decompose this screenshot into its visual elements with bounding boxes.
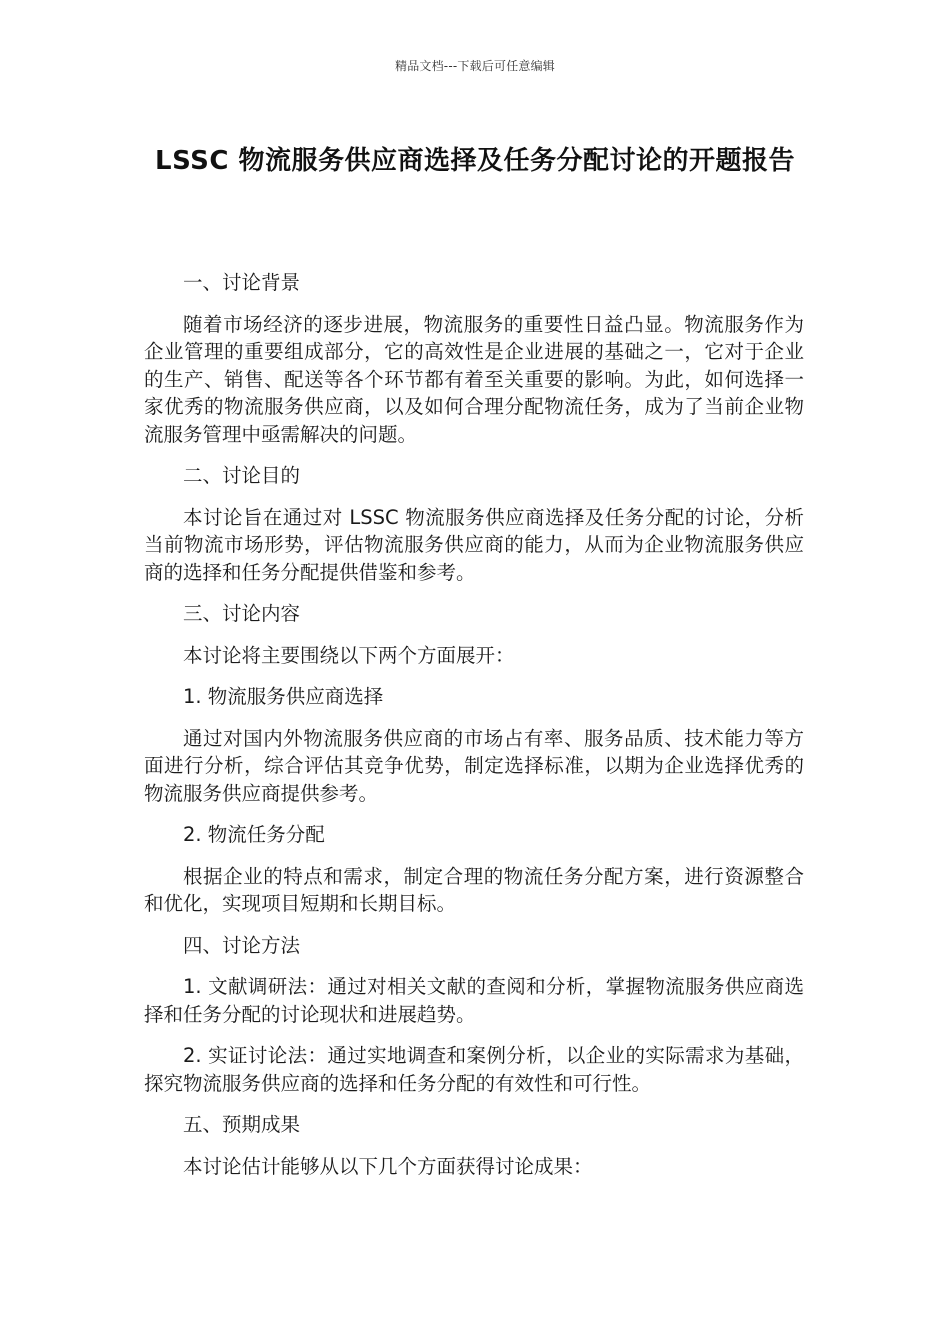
section-heading-background: 一、讨论背景 — [183, 271, 301, 294]
section-heading-expected-results: 五、预期成果 — [183, 1113, 301, 1136]
paragraph-purpose: 本讨论旨在通过对 LSSC 物流服务供应商选择及任务分配的讨论，分析当前物流市场形势，评估物流服务供应商的能力，从而为企业物流服务供应商的选择和任务分配提供借鉴和参考。 — [144, 505, 804, 584]
paragraph-method-literature: 1. 文献调研法：通过对相关文献的查阅和分析，掌握物流服务供应商选择和任务分配的讨论现状和进展趋势。 — [144, 975, 804, 1026]
header-note: 精品文档---下载后可任意编辑 — [395, 59, 555, 73]
paragraph-expected-results: 本讨论估计能够从以下几个方面获得讨论成果： — [183, 1154, 593, 1178]
subheading-task-allocation: 2. 物流任务分配 — [183, 823, 325, 846]
paragraph-supplier-selection: 通过对国内外物流服务供应商的市场占有率、服务品质、技术能力等方面进行分析，综合评估其竞争优势，制定选择标准，以期为企业选择优秀的物流服务供应商提供参考。 — [144, 726, 804, 805]
section-heading-content: 三、讨论内容 — [183, 602, 301, 625]
section-heading-methods: 四、讨论方法 — [183, 933, 301, 957]
subheading-supplier-selection: 1. 物流服务供应商选择 — [183, 685, 384, 708]
paragraph-task-allocation: 根据企业的特点和需求，制定合理的物流任务分配方案，进行资源整合和优化，实现项目短期和长期目标。 — [144, 864, 804, 915]
paragraph-method-empirical: 2. 实证讨论法：通过实地调查和案例分析，以企业的实际需求为基础，探究物流服务供应商的选择和任务分配的有效性和可行性。 — [144, 1044, 804, 1095]
document-title: LSSC 物流服务供应商选择及任务分配讨论的开题报告 — [155, 146, 795, 176]
document-body — [144, 269, 804, 1194]
paragraph-background: 随着市场经济的逐步进展，物流服务的重要性日益凸显。物流服务作为企业管理的重要组成部分，它的高效性是企业进展的基础之一，它对于企业的生产、销售、配送等各个环节都有着至关重要的影响。为此，如何选择一家优秀的物流服务供应商，以及如何合理分配物流任务，成为了当前企业物流服务管理中亟需解决的问题。 — [144, 312, 804, 446]
paragraph-content-intro: 本讨论将主要围绕以下两个方面展开： — [183, 643, 515, 667]
section-heading-purpose: 二、讨论目的 — [183, 464, 301, 487]
